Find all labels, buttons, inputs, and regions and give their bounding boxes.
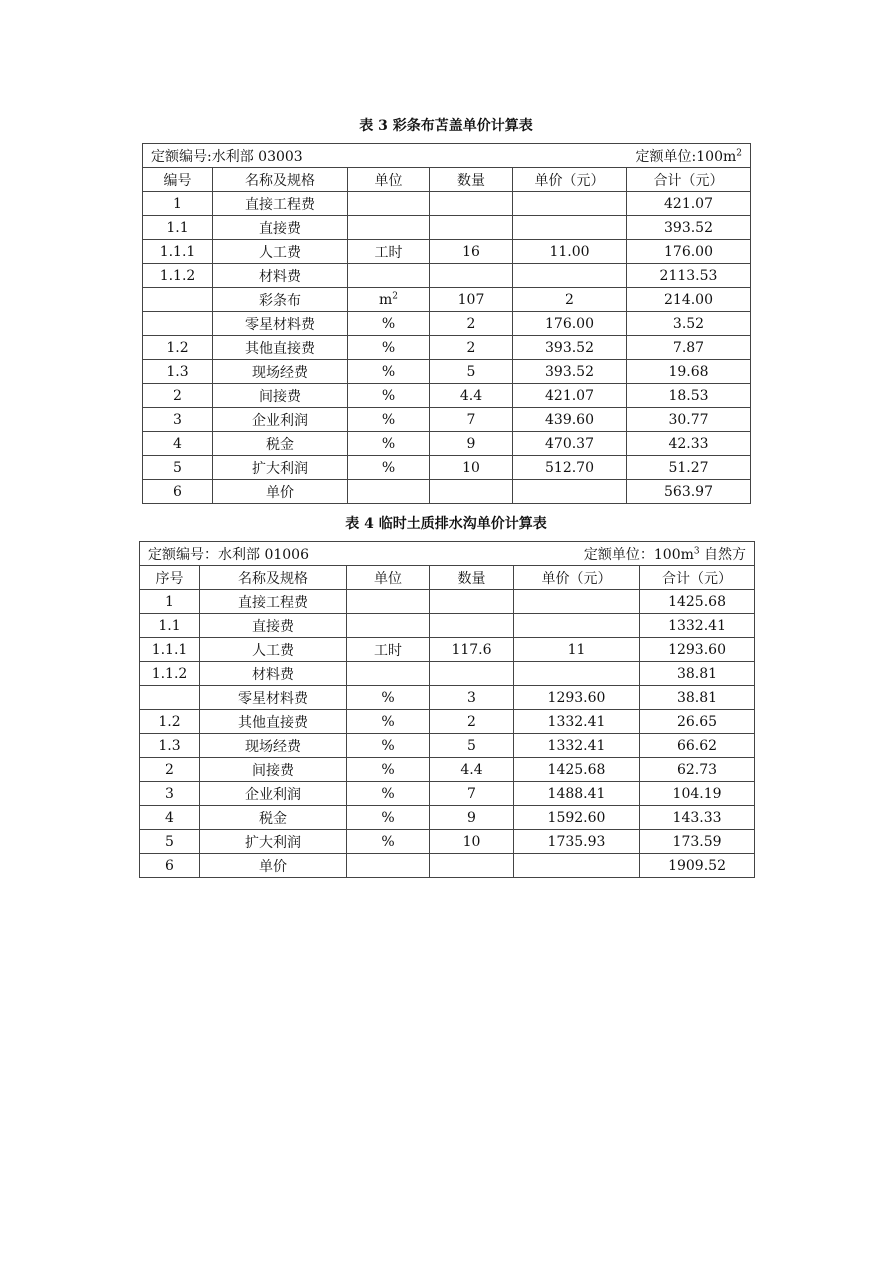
row-number-cell: [140, 686, 200, 710]
header-cell: 单位: [347, 566, 430, 590]
unit-cell: [348, 216, 430, 240]
unit-cell: %: [348, 432, 430, 456]
unit-price-cell: 439.60: [513, 408, 627, 432]
table-row: [143, 336, 751, 360]
quantity-cell: 3: [430, 686, 514, 710]
item-name-cell: 扩大利润: [213, 456, 348, 480]
quantity-cell: 9: [430, 806, 514, 830]
total-cell: 1425.68: [640, 590, 755, 614]
table-row: [143, 480, 751, 504]
quantity-cell: [430, 590, 514, 614]
unit-cell: %: [348, 312, 430, 336]
row-number-cell: 5: [143, 456, 213, 480]
item-name-cell: 间接费: [200, 758, 347, 782]
unit-price-cell: [513, 216, 627, 240]
header-cell: 单价（元）: [513, 168, 627, 192]
quantity-cell: [430, 264, 513, 288]
item-name-cell: 单价: [200, 854, 347, 878]
table-row: [143, 216, 751, 240]
row-number-cell: 2: [143, 384, 213, 408]
table-row: [140, 806, 755, 830]
item-name-cell: 现场经费: [200, 734, 347, 758]
total-cell: 18.53: [627, 384, 751, 408]
unit-cell: [347, 854, 430, 878]
table-row: [140, 686, 755, 710]
unit-cell: %: [347, 782, 430, 806]
item-name-cell: 直接工程费: [200, 590, 347, 614]
item-name-cell: 零星材料费: [200, 686, 347, 710]
row-number-cell: 1: [143, 192, 213, 216]
item-name-cell: 扩大利润: [200, 830, 347, 854]
total-cell: 19.68: [627, 360, 751, 384]
quantity-cell: 10: [430, 830, 514, 854]
table-row: [140, 662, 755, 686]
unit-price-cell: 1592.60: [514, 806, 640, 830]
quantity-cell: 2: [430, 312, 513, 336]
unit-cell: %: [348, 336, 430, 360]
quantity-cell: 117.6: [430, 638, 514, 662]
header-cell: 数量: [430, 168, 513, 192]
header-cell: 合计（元）: [640, 566, 755, 590]
item-name-cell: 现场经费: [213, 360, 348, 384]
total-cell: 26.65: [640, 710, 755, 734]
unit-cell: 工时: [347, 638, 430, 662]
unit-cell: [348, 480, 430, 504]
table4-quota-number: 定额编号：水利部 01006: [148, 546, 309, 563]
unit-price-cell: 1488.41: [514, 782, 640, 806]
total-cell: 214.00: [627, 288, 751, 312]
unit-price-cell: [514, 662, 640, 686]
quantity-cell: 107: [430, 288, 513, 312]
row-number-cell: 1: [140, 590, 200, 614]
quantity-cell: 10: [430, 456, 513, 480]
quantity-cell: [430, 480, 513, 504]
row-number-cell: 1.2: [143, 336, 213, 360]
unit-cell: %: [347, 686, 430, 710]
row-number-cell: 3: [140, 782, 200, 806]
row-number-cell: 1.1.2: [140, 662, 200, 686]
table-row: [143, 240, 751, 264]
total-cell: 3.52: [627, 312, 751, 336]
table3-quota-unit: 定额单位$:100m^2$: [635, 147, 742, 165]
total-cell: 421.07: [627, 192, 751, 216]
header-cell: 单价（元）: [514, 566, 640, 590]
total-cell: 393.52: [627, 216, 751, 240]
quantity-cell: 7: [430, 782, 514, 806]
quantity-cell: 16: [430, 240, 513, 264]
unit-price-cell: [514, 590, 640, 614]
quantity-cell: [430, 192, 513, 216]
unit-price-cell: 1293.60: [514, 686, 640, 710]
quantity-cell: 4.4: [430, 384, 513, 408]
row-number-cell: 4: [140, 806, 200, 830]
unit-cell: 工时: [348, 240, 430, 264]
table-row: [140, 854, 755, 878]
row-number-cell: [143, 312, 213, 336]
unit-cell: %: [347, 806, 430, 830]
quantity-cell: [430, 216, 513, 240]
total-cell: 1332.41: [640, 614, 755, 638]
total-cell: 143.33: [640, 806, 755, 830]
table-row: [143, 360, 751, 384]
item-name-cell: 直接费: [213, 216, 348, 240]
item-name-cell: 直接工程费: [213, 192, 348, 216]
unit-price-cell: 1735.93: [514, 830, 640, 854]
unit-price-cell: [514, 854, 640, 878]
unit-cell: %: [347, 830, 430, 854]
row-number-cell: 1.3: [143, 360, 213, 384]
unit-price-cell: 393.52: [513, 360, 627, 384]
unit-price-cell: 176.00: [513, 312, 627, 336]
unit-price-cell: 512.70: [513, 456, 627, 480]
table3-caption: 表 3 彩条布苫盖单价计算表: [359, 118, 533, 134]
row-number-cell: 3: [143, 408, 213, 432]
unit-price-cell: 11.00: [513, 240, 627, 264]
item-name-cell: 其他直接费: [213, 336, 348, 360]
header-cell: 序号: [140, 566, 200, 590]
row-number-cell: [143, 288, 213, 312]
unit-price-cell: 1332.41: [514, 710, 640, 734]
item-name-cell: 其他直接费: [200, 710, 347, 734]
table-row: [140, 830, 755, 854]
item-name-cell: 单价: [213, 480, 348, 504]
total-cell: 51.27: [627, 456, 751, 480]
item-name-cell: 间接费: [213, 384, 348, 408]
table-row: [140, 638, 755, 662]
quantity-cell: 7: [430, 408, 513, 432]
table-row: [140, 590, 755, 614]
table4-quota-unit: 定额单位：$100m^3$ 自然方: [583, 545, 747, 563]
unit-price-cell: [514, 614, 640, 638]
table-row: [143, 456, 751, 480]
table-row: [143, 432, 751, 456]
row-number-cell: 1.3: [140, 734, 200, 758]
quantity-cell: [430, 854, 514, 878]
quantity-cell: 5: [430, 360, 513, 384]
table3-quota-number: 定额编号:水利部 03003: [151, 148, 303, 165]
total-cell: 66.62: [640, 734, 755, 758]
item-name-cell: 人工费: [200, 638, 347, 662]
total-cell: 1909.52: [640, 854, 755, 878]
item-name-cell: 企业利润: [213, 408, 348, 432]
header-cell: 名称及规格: [213, 168, 348, 192]
total-cell: 42.33: [627, 432, 751, 456]
item-name-cell: 税金: [200, 806, 347, 830]
table4-header-row: [140, 566, 755, 590]
table4-meta-row: [140, 542, 755, 566]
header-cell: 数量: [430, 566, 514, 590]
table-row: [140, 614, 755, 638]
unit-cell: %: [347, 758, 430, 782]
table3-meta-row: [143, 144, 751, 168]
unit-cell: %: [348, 360, 430, 384]
item-name-cell: 企业利润: [200, 782, 347, 806]
table4-caption: 表 4 临时土质排水沟单价计算表: [345, 516, 547, 532]
quantity-cell: 4.4: [430, 758, 514, 782]
table-row: [143, 264, 751, 288]
row-number-cell: 1.1.1: [140, 638, 200, 662]
header-cell: 编号: [143, 168, 213, 192]
row-number-cell: 1.1.2: [143, 264, 213, 288]
table-row: [140, 710, 755, 734]
quantity-cell: 5: [430, 734, 514, 758]
unit-price-cell: 421.07: [513, 384, 627, 408]
unit-price-cell: [513, 264, 627, 288]
unit-cell: %: [347, 710, 430, 734]
unit-cell: %: [348, 456, 430, 480]
unit-price-cell: 11: [514, 638, 640, 662]
quantity-cell: [430, 662, 514, 686]
item-name-cell: 材料费: [200, 662, 347, 686]
quantity-cell: [430, 614, 514, 638]
unit-price-cell: 470.37: [513, 432, 627, 456]
table-row: [143, 312, 751, 336]
row-number-cell: 6: [143, 480, 213, 504]
table3-header-row: [143, 168, 751, 192]
total-cell: 38.81: [640, 686, 755, 710]
total-cell: 104.19: [640, 782, 755, 806]
item-name-cell: 税金: [213, 432, 348, 456]
quantity-cell: 9: [430, 432, 513, 456]
unit-cell: %: [348, 384, 430, 408]
table-row: [143, 288, 751, 312]
unit-cell: [348, 264, 430, 288]
quantity-cell: 2: [430, 336, 513, 360]
unit-cell: $m^2$: [348, 288, 430, 312]
item-name-cell: 直接费: [200, 614, 347, 638]
unit-cell: [347, 590, 430, 614]
table-row: [140, 758, 755, 782]
row-number-cell: 2: [140, 758, 200, 782]
unit-price-cell: 2: [513, 288, 627, 312]
total-cell: 38.81: [640, 662, 755, 686]
table-row: [140, 734, 755, 758]
quantity-cell: 2: [430, 710, 514, 734]
item-name-cell: 材料费: [213, 264, 348, 288]
unit-price-cell: 393.52: [513, 336, 627, 360]
row-number-cell: 1.1: [140, 614, 200, 638]
unit-cell: [347, 662, 430, 686]
header-cell: 名称及规格: [200, 566, 347, 590]
row-number-cell: 5: [140, 830, 200, 854]
total-cell: 176.00: [627, 240, 751, 264]
row-number-cell: 6: [140, 854, 200, 878]
total-cell: 30.77: [627, 408, 751, 432]
header-cell: 合计（元）: [627, 168, 751, 192]
row-number-cell: 4: [143, 432, 213, 456]
table-row: [140, 782, 755, 806]
unit-price-cell: [513, 480, 627, 504]
total-cell: 7.87: [627, 336, 751, 360]
unit-price-cell: 1332.41: [514, 734, 640, 758]
unit-price-cell: 1425.68: [514, 758, 640, 782]
header-cell: 单位: [348, 168, 430, 192]
table3-unit-price-table: [142, 143, 751, 504]
table-row: [143, 192, 751, 216]
item-name-cell: 彩条布: [213, 288, 348, 312]
item-name-cell: 零星材料费: [213, 312, 348, 336]
table-row: [143, 408, 751, 432]
row-number-cell: 1.1: [143, 216, 213, 240]
row-number-cell: 1.1.1: [143, 240, 213, 264]
unit-cell: %: [348, 408, 430, 432]
row-number-cell: 1.2: [140, 710, 200, 734]
total-cell: 1293.60: [640, 638, 755, 662]
unit-cell: [347, 614, 430, 638]
unit-price-cell: [513, 192, 627, 216]
total-cell: 62.73: [640, 758, 755, 782]
unit-cell: [348, 192, 430, 216]
total-cell: 173.59: [640, 830, 755, 854]
unit-cell: %: [347, 734, 430, 758]
table-row: [143, 384, 751, 408]
total-cell: 2113.53: [627, 264, 751, 288]
item-name-cell: 人工费: [213, 240, 348, 264]
total-cell: 563.97: [627, 480, 751, 504]
table4-unit-price-table: [139, 541, 755, 878]
